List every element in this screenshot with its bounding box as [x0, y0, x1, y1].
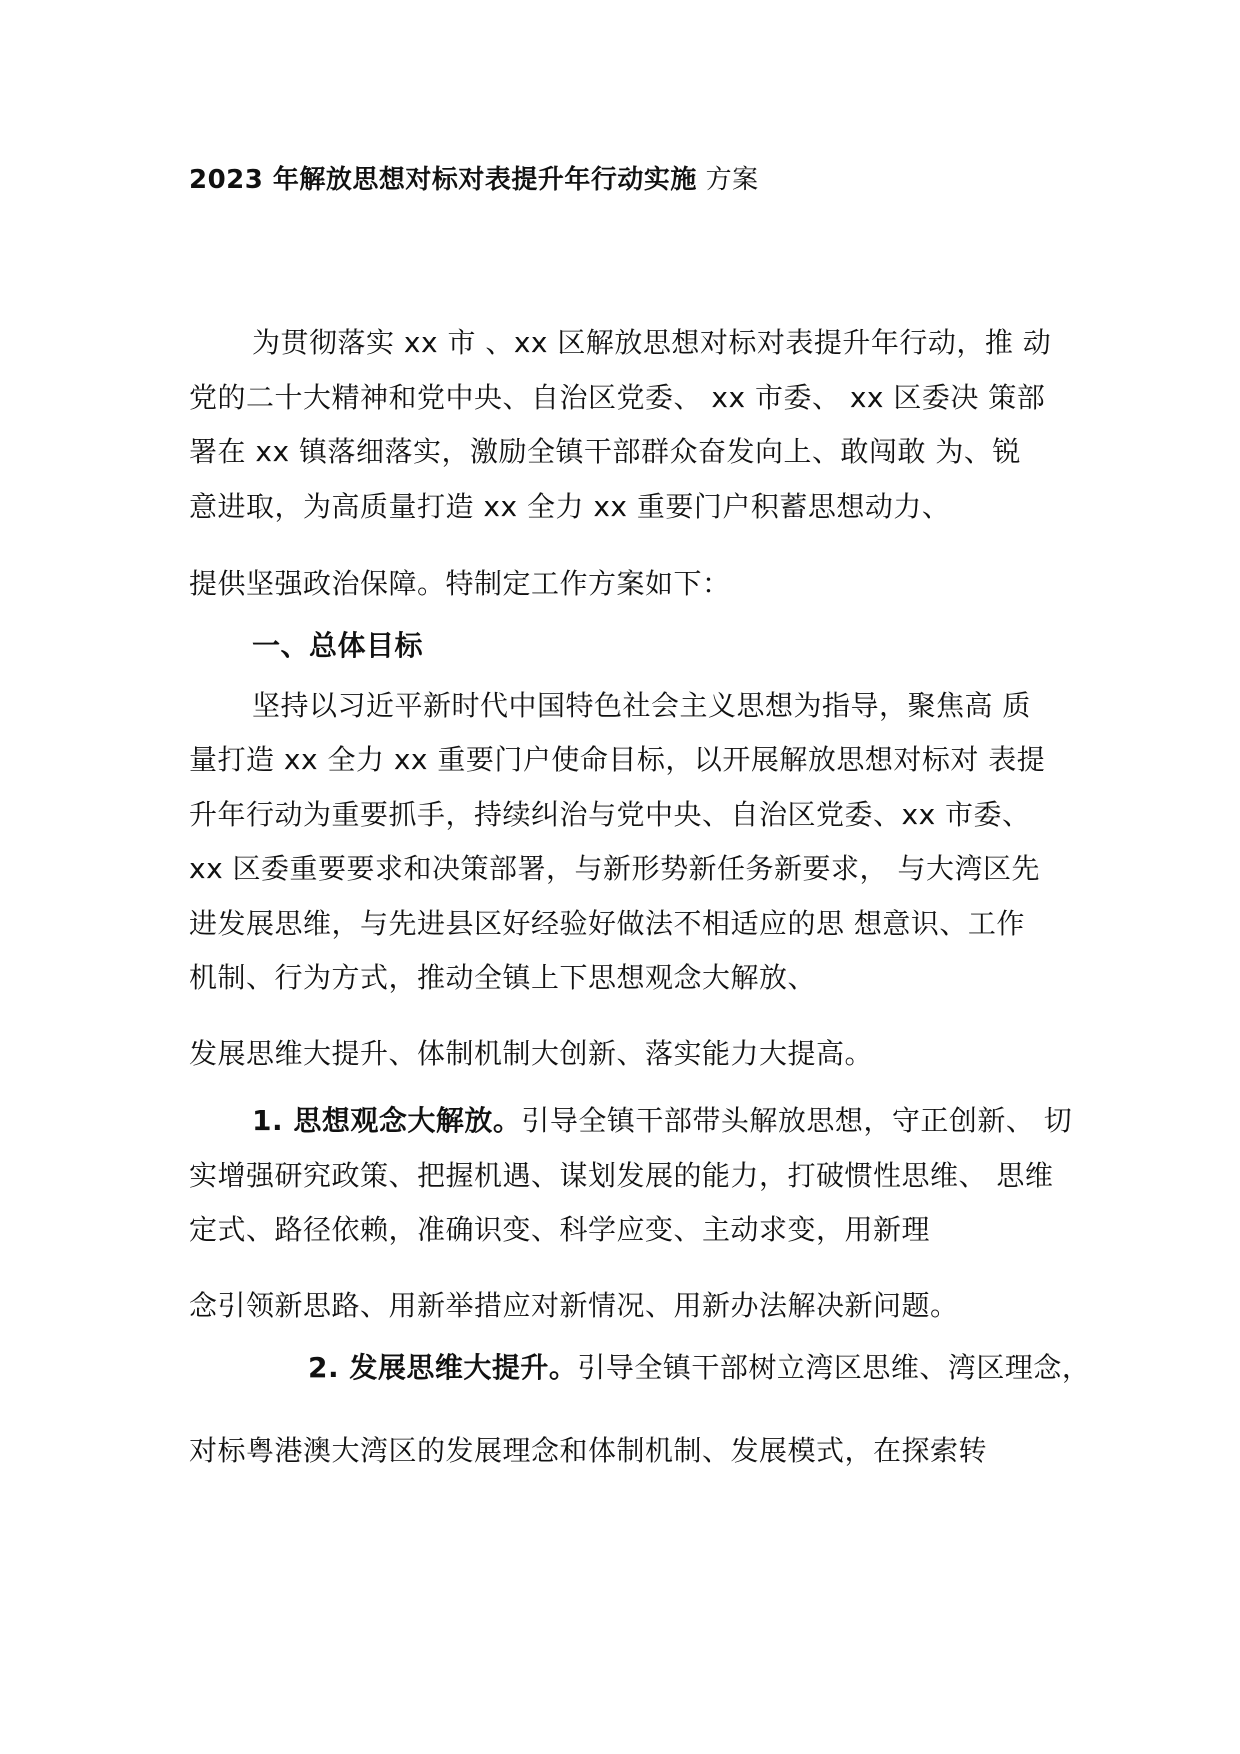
item1-line-4: 念引领新思路、用新举措应对新情况、用新办法解决新问题。	[189, 1289, 959, 1322]
item1-line-2: 实增强研究政策、把握机遇、谋划发展的能力，打破惯性思维、 思维	[189, 1159, 1054, 1192]
title-main: 2023 年解放思想对标对表提升年行动实施	[189, 165, 697, 195]
section1-line-6: 机制、行为方式，推动全镇上下思想观念大解放、	[189, 961, 817, 994]
intro-line-3: 署在 xx 镇落细落实，激励全镇干部群众奋发向上、敢闯敢 为、锐	[189, 435, 1021, 468]
title-tail: 方案	[696, 165, 759, 195]
section1-line-2: 量打造 xx 全力 xx 重要门户使命目标，以开展解放思想对标对 表提	[189, 743, 1046, 776]
section1-line-3: 升年行动为重要抓手，持续纠治与党中央、自治区党委、xx 市委、	[189, 798, 1031, 831]
item2-label: 2. 发展思维大提升。	[308, 1351, 578, 1384]
intro-line-4: 意进取，为高质量打造 xx 全力 xx 重要门户积蓄思想动力、	[189, 490, 951, 523]
item2-line-2: 对标粤港澳大湾区的发展理念和体制机制、发展模式，在探索转	[189, 1434, 988, 1467]
item2-first-line	[308, 1350, 1090, 1386]
section1-line-5: 进发展思维，与先进县区好经验好做法不相适应的思 想意识、工作	[189, 907, 1025, 940]
item1-line-3: 定式、路径依赖，准确识变、科学应变、主动求变，用新理	[189, 1213, 931, 1246]
item1-first-text: 引导全镇干部带头解放思想，守正创新、 切	[521, 1104, 1073, 1137]
intro-line-1: 为贯彻落实 xx 市 、xx 区解放思想对标对表提升年行动，推 动	[252, 326, 1052, 359]
document-title	[189, 162, 759, 198]
section1-line-4: xx 区委重要要求和决策部署，与新形势新任务新要求， 与大湾区先	[189, 852, 1040, 885]
section1-heading: 一、总体目标	[252, 629, 424, 662]
item1-first-line	[252, 1103, 1072, 1139]
intro-line-5: 提供坚强政治保障。特制定工作方案如下：	[189, 567, 731, 600]
item1-label: 1. 思想观念大解放。	[252, 1104, 522, 1137]
section1-line-1: 坚持以习近平新时代中国特色社会主义思想为指导，聚焦高 质	[252, 689, 1031, 722]
item2-first-text: 引导全镇干部树立湾区思维、湾区理念，	[577, 1351, 1091, 1384]
intro-line-2: 党的二十大精神和党中央、自治区党委、 xx 市委、 xx 区委决 策部	[189, 381, 1046, 414]
section1-line-7: 发展思维大提升、体制机制大创新、落实能力大提高。	[189, 1037, 874, 1070]
